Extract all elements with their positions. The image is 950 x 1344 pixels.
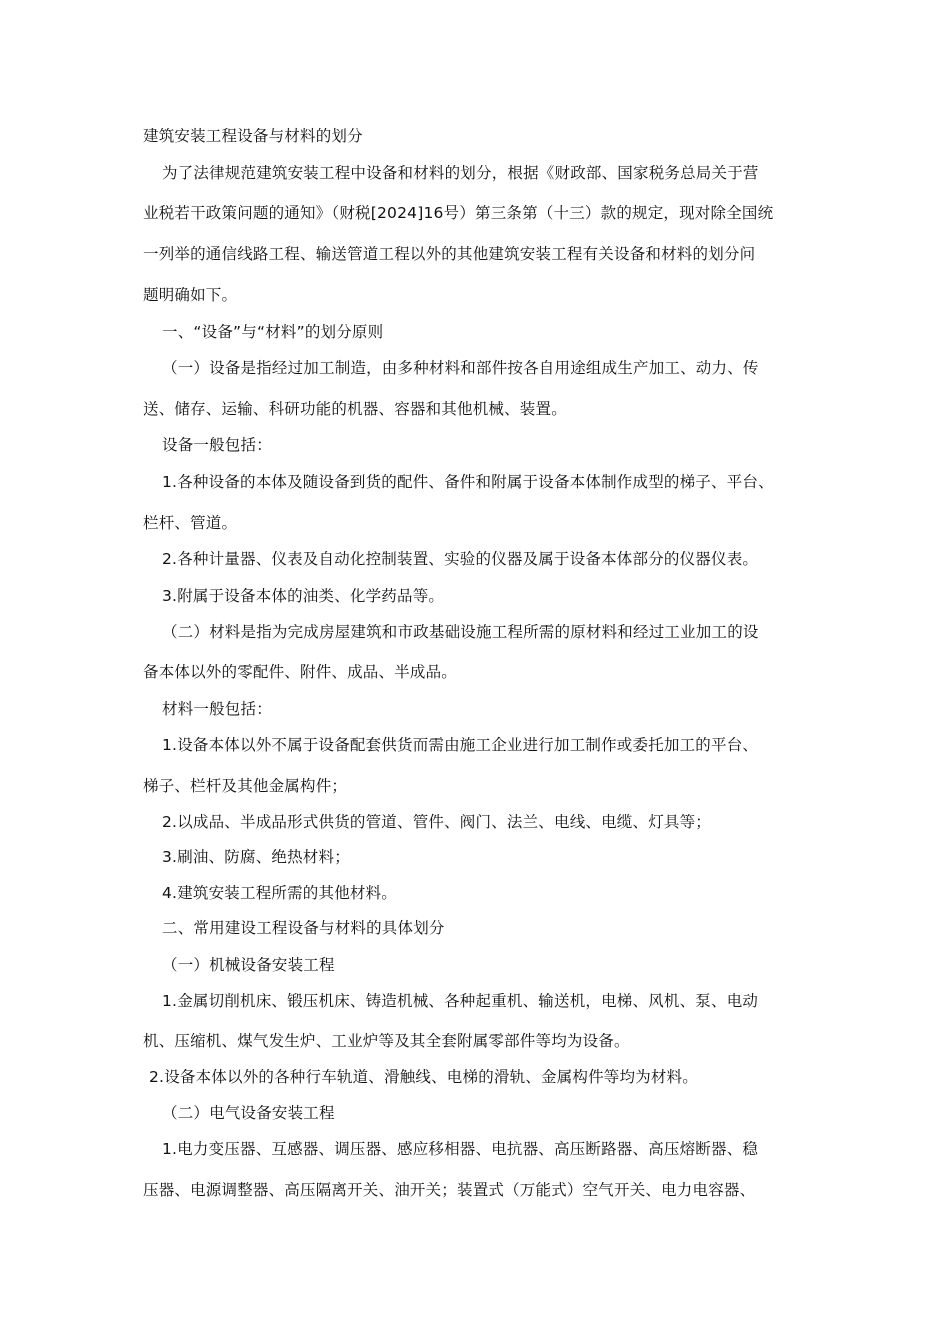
subsection-heading: （一）机械设备安装工程 xyxy=(162,956,335,974)
section-heading: 一、“设备”与“材料”的划分原则 xyxy=(162,323,384,341)
section-heading: 二、常用建设工程设备与材料的具体划分 xyxy=(162,919,445,937)
text-line: 题明确如下。 xyxy=(143,286,238,304)
text-line: 设备一般包括： xyxy=(162,436,272,454)
document-title: 建筑安装工程设备与材料的划分 xyxy=(143,127,363,145)
text-line: 1.各种设备的本体及随设备到货的配件、备件和附属于设备本体制作成型的梯子、平台、 xyxy=(162,473,774,491)
text-line: 业税若干政策问题的通知》（财税[2024]16号）第三条第（十三）款的规定，现对除全国统 xyxy=(143,204,774,222)
text-line: （二）材料是指为完成房屋建筑和市政基础设施工程所需的原材料和经过工业加工的设 xyxy=(162,623,759,641)
subsection-heading: （二）电气设备安装工程 xyxy=(162,1104,335,1122)
text-line: 压器、电源调整器、高压隔离开关、油开关；装置式（万能式）空气开关、电力电容器、 xyxy=(143,1181,756,1199)
text-line: 2.设备本体以外的各种行车轨道、滑触线、电梯的滑轨、金属构件等均为材料。 xyxy=(149,1068,698,1086)
text-line: 机、压缩机、煤气发生炉、工业炉等及其全套附属零部件等均为设备。 xyxy=(143,1032,630,1050)
text-line: 为了法律规范建筑安装工程中设备和材料的划分，根据《财政部、国家税务总局关于营 xyxy=(162,164,759,182)
text-line: 4.建筑安装工程所需的其他材料。 xyxy=(162,884,397,902)
text-line: 1.金属切削机床、锻压机床、铸造机械、各种起重机、输送机，电梯、风机、泵、电动 xyxy=(162,992,759,1010)
text-line: 2.各种计量器、仪表及自动化控制装置、实验的仪器及属于设备本体部分的仪器仪表。 xyxy=(162,550,759,568)
text-line: 梯子、栏杆及其他金属构件； xyxy=(143,777,348,795)
text-line: 备本体以外的零配件、附件、成品、半成品。 xyxy=(143,663,458,681)
text-line: 1.电力变压器、互感器、调压器、感应移相器、电抗器、高压断路器、高压熔断器、稳 xyxy=(162,1140,759,1158)
text-line: 一列举的通信线路工程、输送管道工程以外的其他建筑安装工程有关设备和材料的划分问 xyxy=(143,245,756,263)
text-line: 3.附属于设备本体的油类、化学药品等。 xyxy=(162,587,445,605)
text-line: 2.以成品、半成品形式供货的管道、管件、阀门、法兰、电线、电缆、灯具等； xyxy=(162,813,711,831)
text-line: 栏杆、管道。 xyxy=(143,514,238,532)
text-line: 1.设备本体以外不属于设备配套供货而需由施工企业进行加工制作或委托加工的平台、 xyxy=(162,736,759,754)
text-line: （一）设备是指经过加工制造，由多种材料和部件按各自用途组成生产加工、动力、传 xyxy=(162,359,759,377)
text-line: 3.刷油、防腐、绝热材料； xyxy=(162,848,350,866)
text-line: 送、储存、运输、科研功能的机器、容器和其他机械、装置。 xyxy=(143,400,567,418)
text-line: 材料一般包括： xyxy=(162,700,272,718)
